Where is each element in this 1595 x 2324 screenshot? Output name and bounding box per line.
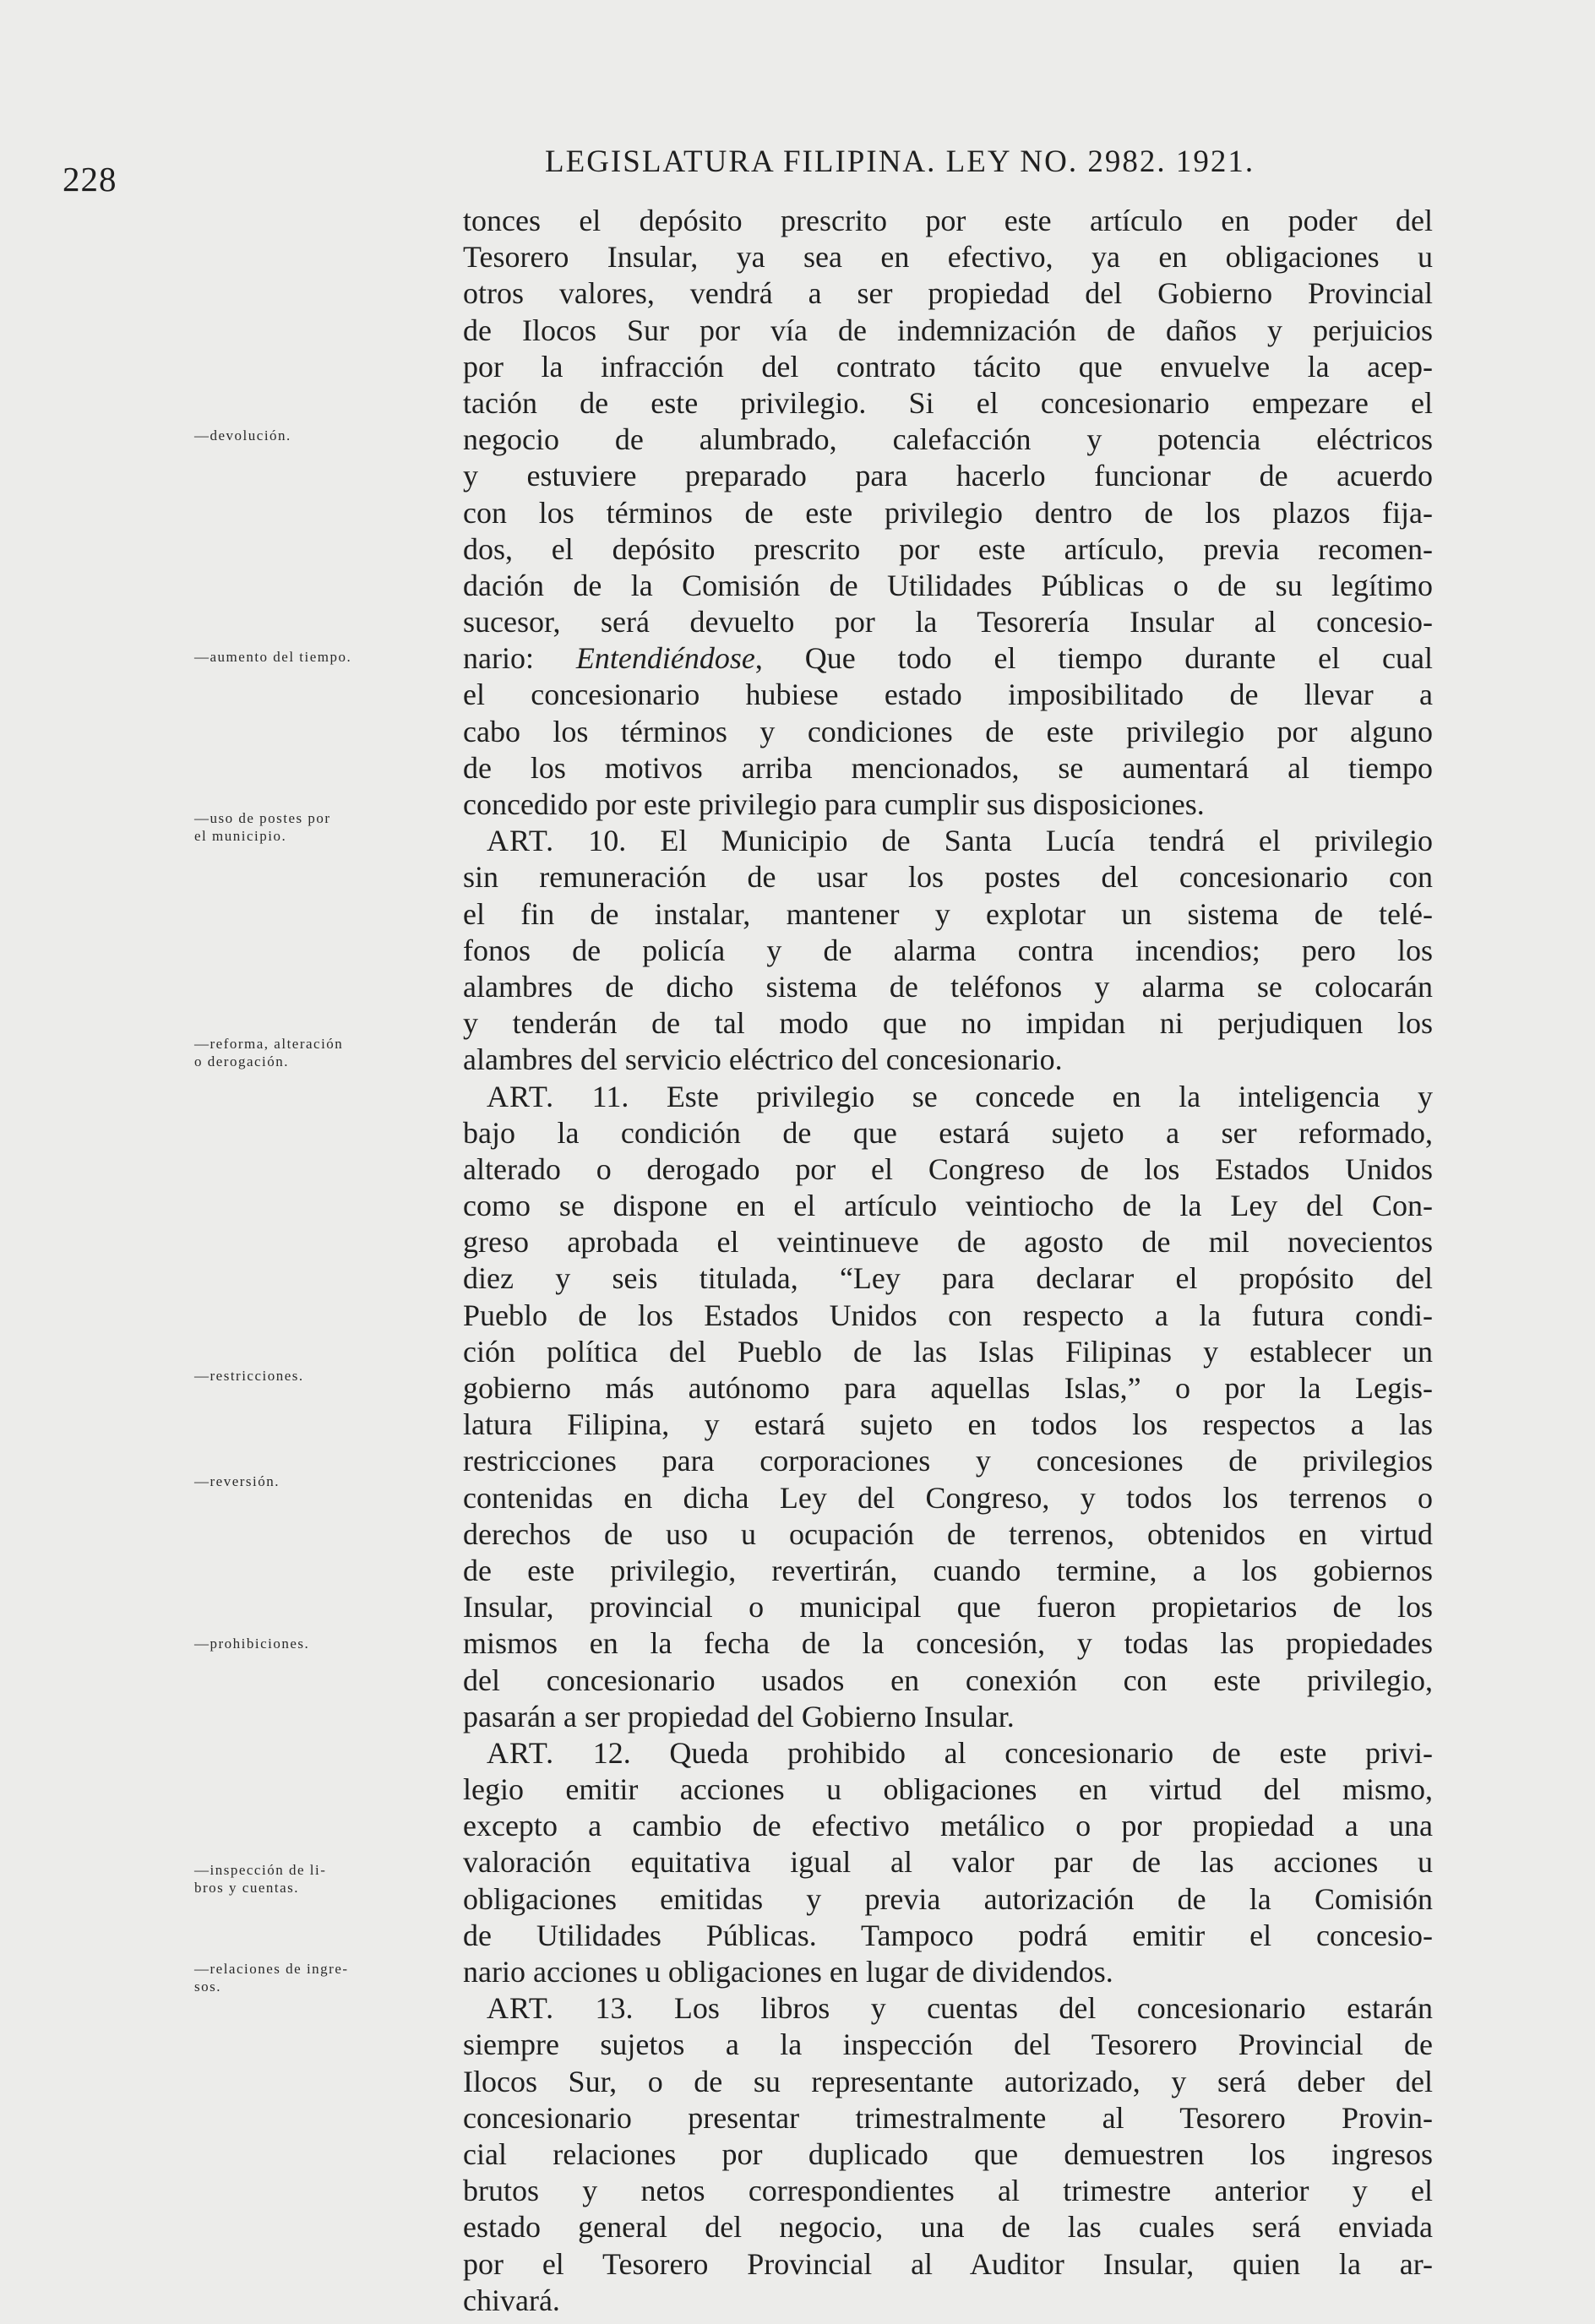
- body-line: alterado o derogado por el Congreso de los Estados Unidos: [463, 1151, 1433, 1186]
- body-line: de Ilocos Sur por vía de indemnización de daños y perjuicios: [463, 313, 1433, 347]
- body-line: gobierno más autónomo para aquellas Islas,” o por la Legis-: [463, 1371, 1433, 1405]
- body-line: brutos y netos correspondientes al trimestre anterior y el: [463, 2174, 1433, 2208]
- body-line: con los términos de este privilegio dentro de los plazos fija-: [463, 495, 1433, 530]
- margin-note-inspeccion: [194, 1861, 412, 1897]
- body-line: dación de la Comisión de Utilidades Públicas o de su legítimo: [463, 568, 1433, 602]
- body-line: legio emitir acciones u obligaciones en virtud del mismo,: [463, 1772, 1433, 1807]
- margin-note-line: —uso de postes por: [194, 810, 331, 826]
- body-line: derechos de uso u ocupación de terrenos, obtenidos en virtud: [463, 1516, 1433, 1551]
- body-line: dos, el depósito prescrito por este artículo, previa recomen-: [463, 531, 1433, 566]
- body-line: nario acciones u obligaciones en lugar de dividendos.: [463, 1955, 1113, 1989]
- margin-note-line: —reversión.: [194, 1473, 280, 1489]
- body-line: sin remuneración de usar los postes del concesionario con: [463, 860, 1433, 895]
- margin-note-restricciones: [194, 1367, 412, 1385]
- body-line: bajo la condición de que estará sujeto a ser reformado,: [463, 1115, 1433, 1150]
- body-line: Tesorero Insular, ya sea en efectivo, ya en obligaciones u: [463, 240, 1433, 275]
- body-line: latura Filipina, y estará sujeto en todos los respectos a las: [463, 1407, 1433, 1442]
- body-line: nario: Entendiéndose, Que todo el tiempo durante el cual: [463, 641, 1433, 676]
- body-line: ART. 11. Este privilegio se concede en la inteligencia y: [487, 1079, 1433, 1113]
- margin-note-line: —aumento del tiempo.: [194, 649, 352, 665]
- margin-note-reversion: [194, 1472, 412, 1490]
- body-line: de este privilegio, revertirán, cuando termine, a los gobiernos: [463, 1553, 1433, 1587]
- body-line: el fin de instalar, mantener y explotar un sistema de telé-: [463, 896, 1433, 931]
- margin-note-prohibiciones: [194, 1635, 412, 1652]
- article-label: ART.: [487, 1079, 555, 1113]
- margin-note-line: —prohibiciones.: [194, 1636, 310, 1652]
- body-line: de los motivos arriba mencionados, se aumentará al tiempo: [463, 750, 1433, 785]
- body-line: obligaciones emitidas y previa autorización de la Comisión: [463, 1881, 1433, 1916]
- page-number: 228: [63, 160, 117, 199]
- margin-note-line: o derogación.: [194, 1053, 290, 1069]
- body-line: fonos de policía y de alarma contra incendios; pero los: [463, 933, 1433, 967]
- body-line: de Utilidades Públicas. Tampoco podrá emitir el concesio-: [463, 1918, 1433, 1952]
- body-line: alambres del servicio eléctrico del concesionario.: [463, 1042, 1063, 1077]
- body-line: tonces el depósito prescrito por este artículo en poder del: [463, 204, 1433, 237]
- body-line: estado general del negocio, una de las cuales será enviada: [463, 2210, 1433, 2245]
- body-line: diez y seis titulada, “Ley para declarar el propósito del: [463, 1261, 1433, 1296]
- body-line: del concesionario usados en conexión con este privilegio,: [463, 1663, 1433, 1697]
- italic-proviso: Entendiéndose: [575, 641, 755, 676]
- margin-note-uso-postes: [194, 809, 412, 845]
- margin-note-line: el municipio.: [194, 828, 287, 844]
- body-line: ción política del Pueblo de las Islas Filipinas y establecer un: [463, 1334, 1433, 1369]
- body-line: el concesionario hubiese estado imposibilitado de llevar a: [463, 678, 1433, 712]
- margin-note-line: —inspección de li-: [194, 1862, 327, 1878]
- body-line: Ilocos Sur, o de su representante autorizado, y será deber del: [463, 2064, 1433, 2098]
- margin-note-aumento-tiempo: [194, 648, 412, 666]
- body-line: como se dispone en el artículo veintiocho de la Ley del Con-: [463, 1189, 1433, 1223]
- body-line: valoración equitativa igual al valor par de las acciones u: [463, 1845, 1433, 1880]
- body-line: ART. 10. El Municipio de Santa Lucía tendrá el privilegio: [487, 824, 1433, 858]
- article-label: ART.: [487, 824, 555, 858]
- body-line: greso aprobada el veintinueve de agosto de mil novecientos: [463, 1225, 1433, 1260]
- margin-note-line: sos.: [194, 1978, 221, 1995]
- body-line: Insular, provincial o municipal que fueron propietarios de los: [463, 1590, 1433, 1625]
- body-line: y estuviere preparado para hacerlo funcionar de acuerdo: [463, 459, 1433, 493]
- body-line: negocio de alumbrado, calefacción y potencia eléctricos: [463, 422, 1433, 457]
- body-line: contenidas en dicha Ley del Congreso, y todos los terrenos o: [463, 1480, 1433, 1515]
- body-line: siempre sujetos a la inspección del Tesorero Provincial de: [463, 2027, 1433, 2062]
- article-label: ART.: [487, 1991, 555, 2026]
- body-line: concesionario presentar trimestralmente al Tesorero Provin-: [463, 2100, 1433, 2135]
- margin-note-devolucion: [194, 427, 412, 444]
- margin-note-line: bros y cuentas.: [194, 1880, 300, 1896]
- body-line: sucesor, será devuelto por la Tesorería Insular al concesio-: [463, 605, 1433, 640]
- margin-note-line: —devolución.: [194, 427, 291, 444]
- body-line: tación de este privilegio. Si el concesionario empezare el: [463, 385, 1433, 420]
- margin-note-relaciones: [194, 1960, 412, 1995]
- article-label: ART.: [487, 1735, 555, 1770]
- body-line: excepto a cambio de efectivo metálico o por propiedad a una: [463, 1809, 1433, 1843]
- body-line: otros valores, vendrá a ser propiedad del Gobierno Provincial: [463, 276, 1433, 311]
- margin-note-line: —relaciones de ingre-: [194, 1961, 349, 1977]
- body-line: cabo los términos y condiciones de este privilegio por alguno: [463, 714, 1433, 748]
- body-line: ART. 12. Queda prohibido al concesionario de este privi-: [487, 1735, 1433, 1770]
- body-line: alambres de dicho sistema de teléfonos y alarma se colocarán: [463, 969, 1433, 1004]
- running-head: LEGISLATURA FILIPINA. LEY NO. 2982. 1921.: [545, 144, 1255, 179]
- margin-note-line: —reforma, alteración: [194, 1036, 344, 1052]
- body-line: concedido por este privilegio para cumplir sus disposiciones.: [463, 787, 1205, 821]
- body-line: chivará.: [463, 2283, 560, 2317]
- body-line: cial relaciones por duplicado que demuestren los ingresos: [463, 2136, 1433, 2171]
- margin-note-line: —restricciones.: [194, 1368, 304, 1384]
- body-line: ART. 13. Los libros y cuentas del concesionario estarán: [487, 1991, 1433, 2026]
- body-line: por el Tesorero Provincial al Auditor Insular, quien la ar-: [463, 2246, 1433, 2281]
- body-line: por la infracción del contrato tácito que envuelve la acep-: [463, 349, 1433, 384]
- body-text: [463, 203, 1433, 2319]
- body-line: y tenderán de tal modo que no impidan ni perjudiquen los: [463, 1006, 1433, 1041]
- margin-note-reforma: [194, 1035, 412, 1070]
- body-line: restricciones para corporaciones y concesiones de privilegios: [463, 1444, 1433, 1478]
- body-line: mismos en la fecha de la concesión, y todas las propiedades: [463, 1626, 1433, 1661]
- body-line: Pueblo de los Estados Unidos con respecto a la futura condi-: [463, 1298, 1433, 1332]
- body-line: pasarán a ser propiedad del Gobierno Insular.: [463, 1699, 1015, 1733]
